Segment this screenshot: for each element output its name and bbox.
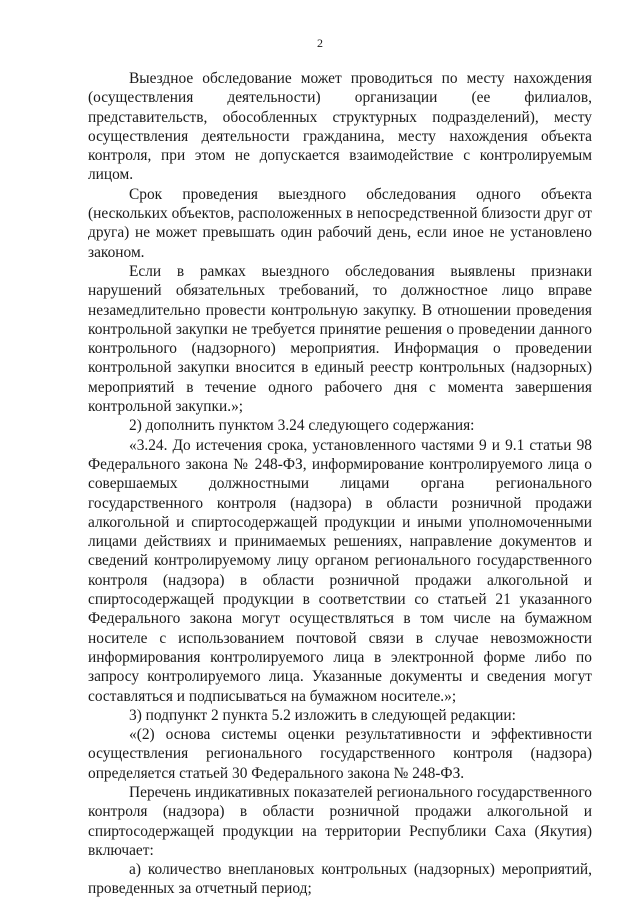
- paragraph-evaluation-system: «(2) основа системы оценки результативности и эффективности осуществления регионального государственного контроля (надзора) определяется статьей 30 Федерального закона № 248-ФЗ.: [88, 726, 592, 782]
- page-number: 2: [317, 36, 323, 50]
- paragraph-control-purchase: Если в рамках выездного обследования выявлены признаки нарушений обязательных требований, то должностное лицо вправе незамедлительно провести контрольную закупку. В отношении проведения контрольной закупки не требуется принятие решения о проведении данного контрольного (надзорного) мероприятия. Информация о проведении контрольной закупки вносится в единый реестр контрольных (надзорных) мероприятий в течение одного рабочего дня с момента завершения контрольной закупки.»;: [88, 262, 592, 416]
- paragraph-amendment-2: 2) дополнить пунктом 3.24 следующего содержания:: [129, 417, 475, 435]
- document-body: [88, 69, 592, 899]
- paragraph-amendment-3: 3) подпункт 2 пункта 5.2 изложить в следующей редакции:: [129, 706, 516, 724]
- paragraph-inspection-duration: Срок проведения выездного обследования одного объекта (нескольких объектов, расположенных в непосредственной близости друг от друга) не может превышать один рабочий день, если иное не установлено законом.: [88, 185, 592, 261]
- paragraph-indicator-list: Перечень индикативных показателей регионального государственного контроля (надзора) в области розничной продажи алкогольной и спиртосодержащей продукции на территории Республики Саха (Якутия) включает:: [88, 783, 592, 859]
- paragraph-site-inspection-location: Выездное обследование может проводиться по месту нахождения (осуществления деятельности) организации (ее филиалов, представительств, обособленных структурных подразделений), месту осуществления деятельности гражданина, месту нахождения объекта контроля, при этом не допускается взаимодействие с контролируемым лицом.: [88, 70, 592, 184]
- paragraph-item-a: а) количество внеплановых контрольных (надзорных) мероприятий, проведенных за отчетный период;: [88, 861, 592, 898]
- paragraph-clause-3-24: «3.24. До истечения срока, установленного частями 9 и 9.1 статьи 98 Федерального закона № 248-ФЗ, информирование контролируемого лица о совершаемых должностными лицами органа регионального государственного контроля (надзора) в области розничной продажи алкогольной и спиртосодержащей продукции и иными уполномоченными лицами действиях и принимаемых решениях, направление документов и сведений контролируемому лицу органом регионального государственного контроля (надзора) в области розничной продажи алкогольной и спиртосодержащей продукции в соответствии со статьей 21 указанного Федерального закона могут осуществляться в том числе на бумажном носителе с использованием почтовой связи в случае невозможности информирования контролируемого лица в электронной форме либо по запросу контролируемого лица. Указанные документы и сведения могут составляться и подписываться на бумажном носителе.»;: [88, 436, 592, 705]
